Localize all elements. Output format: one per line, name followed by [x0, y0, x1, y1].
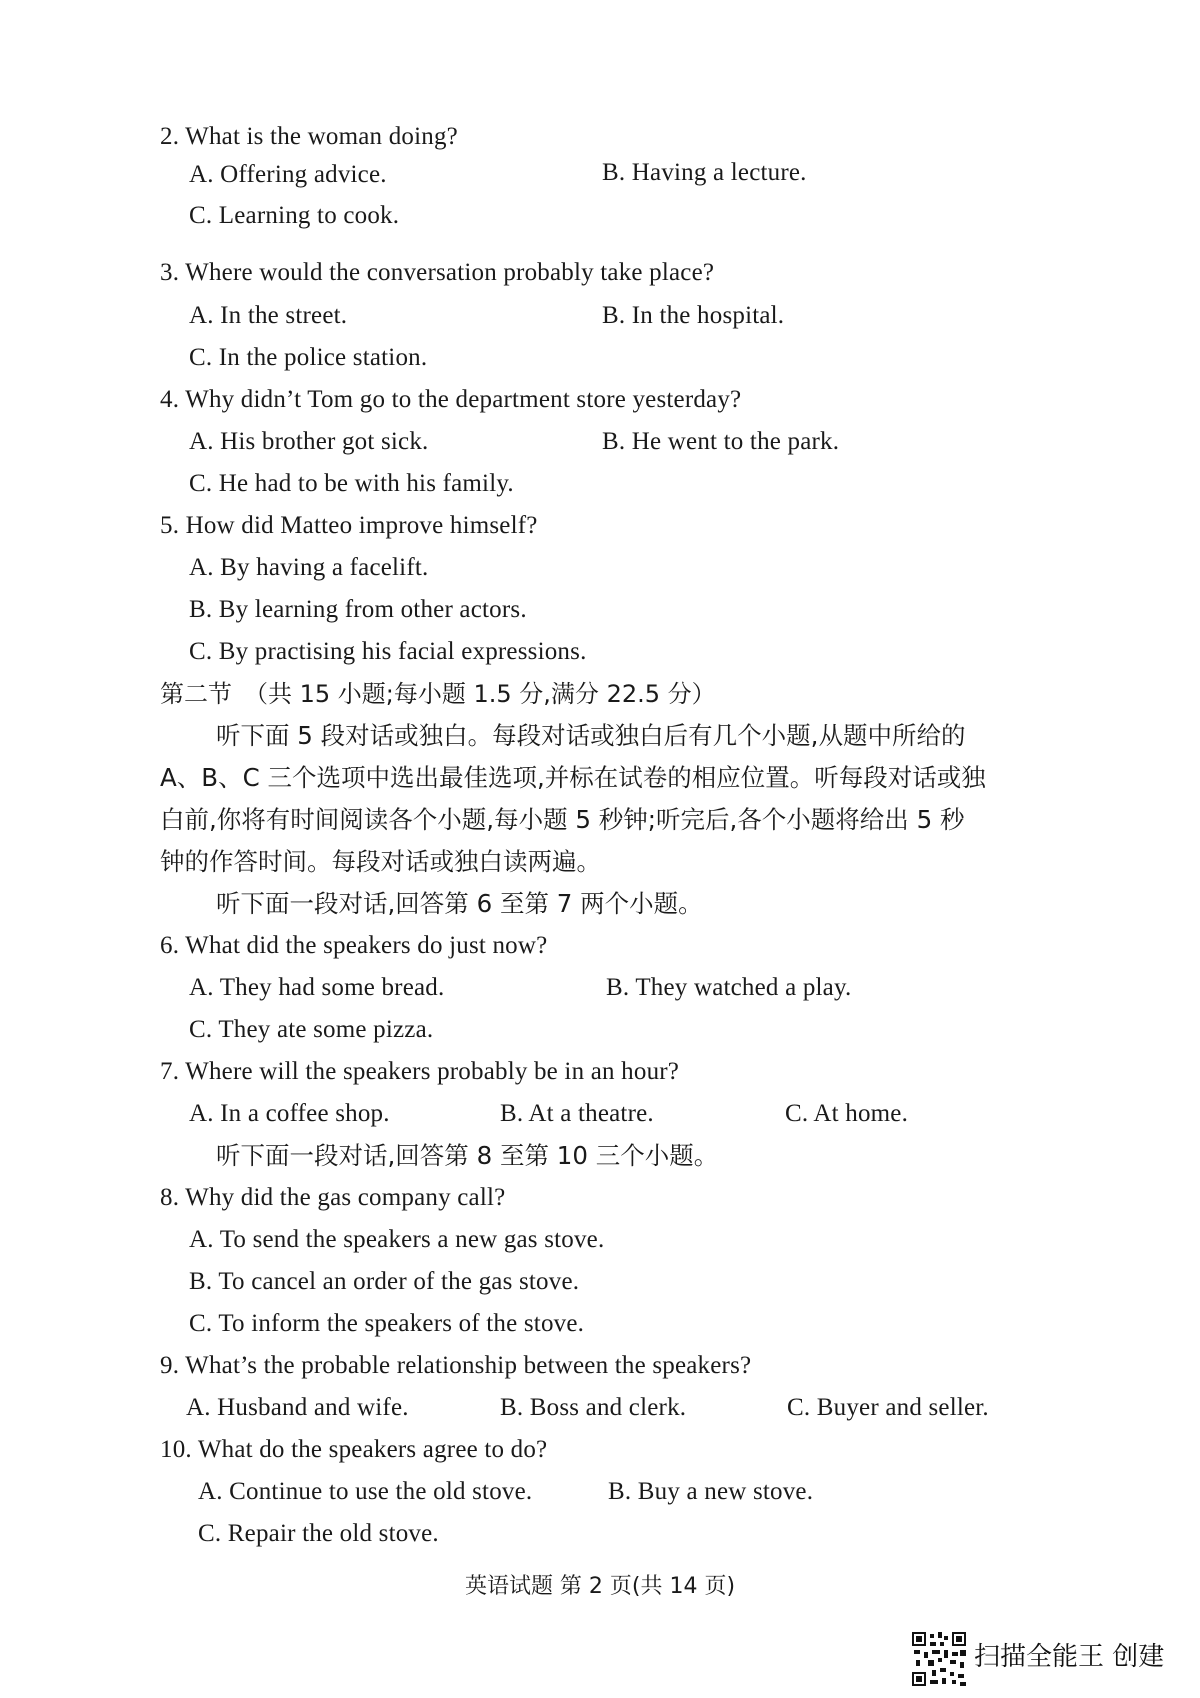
question-9-option-b: B. Boss and clerk.: [500, 1394, 687, 1421]
question-4-option-b: B. He went to the park.: [602, 428, 840, 455]
qr-code-icon: [912, 1632, 966, 1686]
question-5-option-c: C. By practising his facial expressions.: [189, 638, 587, 665]
page-footer: 英语试题 第 2 页(共 14 页): [464, 1574, 736, 1599]
question-10-stem: 10. What do the speakers agree to do?: [160, 1436, 548, 1463]
question-8-option-c: C. To inform the speakers of the stove.: [189, 1310, 585, 1337]
section-instructions-line-3: 白前,你将有时间阅读各个小题,每小题 5 秒钟;听完后,各个小题将给出 5 秒: [160, 805, 965, 834]
question-8-stem: 8. Why did the gas company call?: [160, 1184, 506, 1211]
question-8-option-b: B. To cancel an order of the gas stove.: [189, 1268, 580, 1295]
question-7-option-a: A. In a coffee shop.: [189, 1100, 390, 1127]
question-3-option-b: B. In the hospital.: [602, 302, 785, 329]
question-10-option-c: C. Repair the old stove.: [198, 1520, 439, 1547]
question-9-stem: 9. What’s the probable relationship between the speakers?: [160, 1352, 752, 1379]
question-2-option-b: B. Having a lecture.: [602, 159, 807, 186]
question-9-option-c: C. Buyer and seller.: [787, 1394, 989, 1421]
question-3-option-a: A. In the street.: [189, 302, 348, 329]
question-6-option-a: A. They had some bread.: [189, 974, 445, 1001]
question-4-option-a: A. His brother got sick.: [189, 428, 429, 455]
question-7-option-c: C. At home.: [785, 1100, 909, 1127]
question-4-stem: 4. Why didn’t Tom go to the department store yesterday?: [160, 386, 742, 413]
section-instructions-line-2: A、B、C 三个选项中选出最佳选项,并标在试卷的相应位置。听每段对话或独: [160, 763, 986, 792]
question-8-option-a: A. To send the speakers a new gas stove.: [189, 1226, 605, 1253]
question-5-stem: 5. How did Matteo improve himself?: [160, 512, 538, 539]
question-2-stem: 2. What is the woman doing?: [160, 123, 458, 150]
dialog-intro-8-10: 听下面一段对话,回答第 8 至第 10 三个小题。: [216, 1141, 719, 1170]
question-10-option-b: B. Buy a new stove.: [608, 1478, 814, 1505]
question-3-option-c: C. In the police station.: [189, 344, 428, 371]
question-5-option-b: B. By learning from other actors.: [189, 596, 527, 623]
watermark-text: 扫描全能王 创建: [974, 1642, 1165, 1672]
question-6-option-b: B. They watched a play.: [606, 974, 852, 1001]
question-7-option-b: B. At a theatre.: [500, 1100, 654, 1127]
section-title: 第二节 （共 15 小题;每小题 1.5 分,满分 22.5 分）: [160, 680, 716, 708]
question-7-stem: 7. Where will the speakers probably be in an hour?: [160, 1058, 680, 1085]
question-6-stem: 6. What did the speakers do just now?: [160, 932, 548, 959]
question-9-option-a: A. Husband and wife.: [186, 1394, 409, 1421]
section-instructions-line-1: 听下面 5 段对话或独白。每段对话或独白后有几个小题,从题中所给的: [216, 721, 966, 750]
question-10-option-a: A. Continue to use the old stove.: [198, 1478, 533, 1505]
question-2-option-a: A. Offering advice.: [189, 161, 387, 188]
question-3-stem: 3. Where would the conversation probably take place?: [160, 259, 715, 286]
question-6-option-c: C. They ate some pizza.: [189, 1016, 434, 1043]
dialog-intro-6-7: 听下面一段对话,回答第 6 至第 7 两个小题。: [216, 889, 703, 918]
question-4-option-c: C. He had to be with his family.: [189, 470, 514, 497]
section-instructions-line-4: 钟的作答时间。每段对话或独白读两遍。: [160, 847, 601, 876]
question-5-option-a: A. By having a facelift.: [189, 554, 429, 581]
question-2-option-c: C. Learning to cook.: [189, 202, 400, 229]
